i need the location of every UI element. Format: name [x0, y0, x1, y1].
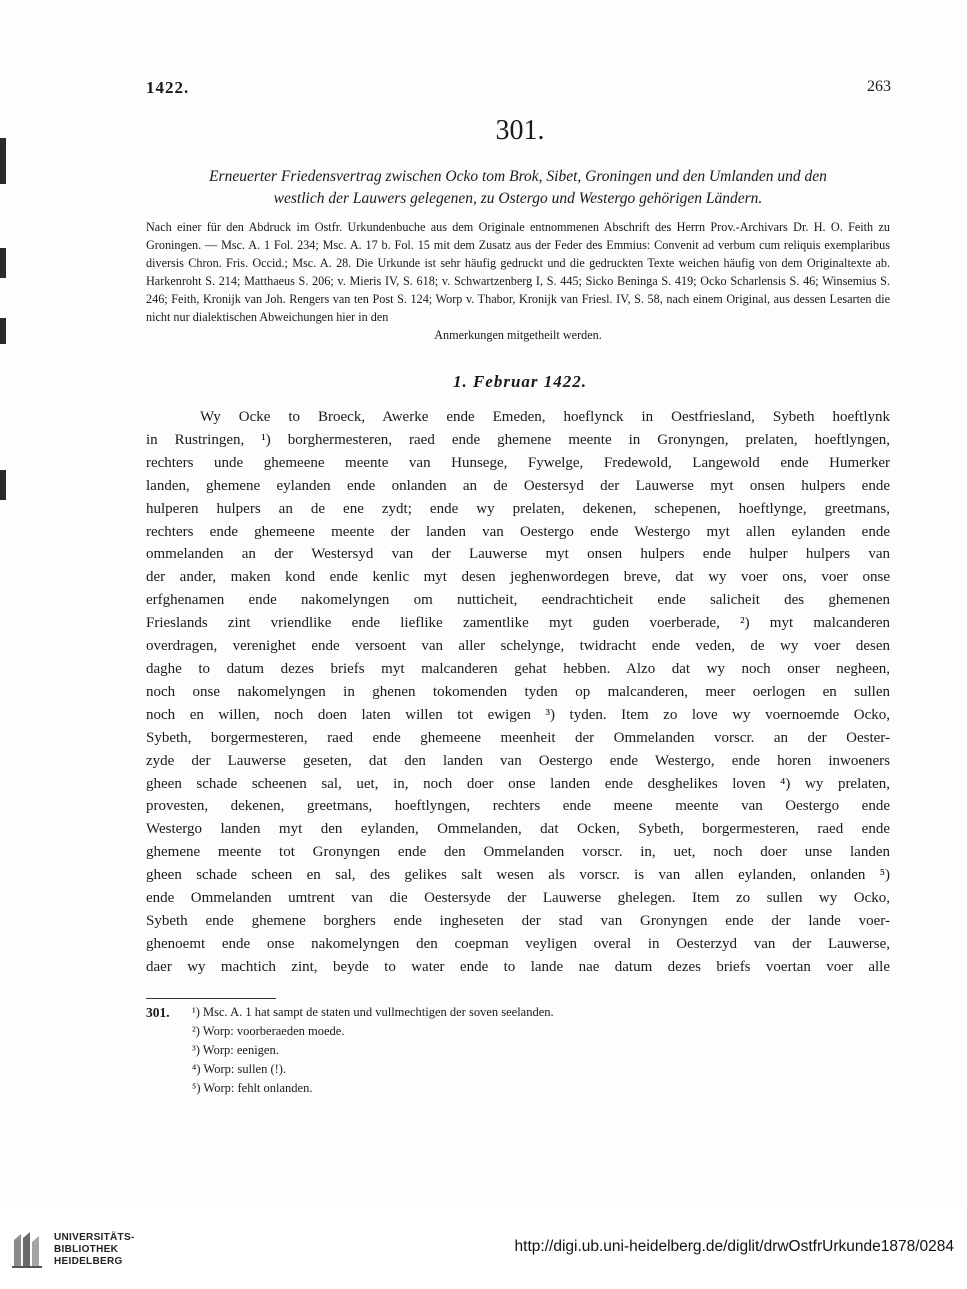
- text-line: Westergo landen myt den eylanden, Ommelanden, dat Ocken, Sybeth, borgermesteren, raed ende: [146, 821, 890, 838]
- title-line: Erneuerter Friedensvertrag zwischen Ocko tom Brok, Sibet, Groningen und den Umlanden und den: [209, 168, 827, 185]
- text-line: noch onse nakomelyngen in ghenen tokomenden tyden op malcanderen, meer oerlogen en sullen: [146, 683, 890, 700]
- charter-text: [146, 406, 890, 979]
- scan-edge-mark: [0, 248, 6, 278]
- text-line: ghemene meente tot Gronyngen ende den Ommelanden vorscr. in, uet, noch doer unse landen: [146, 844, 890, 861]
- source-note-last-line: Anmerkungen mitgetheilt werden.: [434, 328, 602, 342]
- document-title: [146, 166, 890, 210]
- footnote-row: [146, 1022, 890, 1041]
- text-line: Sybeth, borgermesteren, raed ende ghemeene meenheit der Ommelanden vorscr. an der Oester-: [146, 729, 890, 746]
- library-name-line: BIBLIOTHEK: [54, 1244, 119, 1255]
- text-line: ghenoemt ende onse nakomelyngen den coepman veyligen overal in Oesterzyd van der Lauwerse,: [146, 935, 890, 952]
- text-line: overdragen, verenighet ende versoent van aller schelynge, twidracht ende veden, de wy voer desen: [146, 638, 890, 655]
- text-line: Frieslands zint vriendlike ende lieflike zamentlike myt guden voerberade, ²) myt malcanderen: [146, 615, 890, 632]
- scan-edge-mark: [0, 318, 6, 344]
- text-line: ommelanden an der Westersyd van der Lauwerse myt onsen hulpers ende hulper hulpers van: [146, 546, 890, 563]
- text-line: rechters ende ghemeene meente der landen van Oestergo ende Westergo myt allen eylanden ende: [146, 523, 890, 540]
- footnote-row: [146, 1041, 890, 1060]
- footnotes: [146, 1003, 890, 1098]
- date-heading: 1. Februar 1422.: [452, 372, 588, 391]
- page-number: 263: [867, 78, 891, 95]
- text-line: erfghenamen ende nakomelyngen om nutticheit, eendrachticheit ende salicheit des ghemenen: [146, 592, 890, 609]
- footnote-document-label: 301.: [146, 1005, 170, 1020]
- footnote-divider: [146, 998, 276, 999]
- library-logo-icon: [10, 1230, 44, 1270]
- text-line: landen, ghemene eylanden ende onlanden an de Oestersyd der Lauwerse myt onsen hulpers ende: [146, 477, 890, 494]
- text-line: provesten, dekenen, greetmans, hoeftlyngen, rechters ende meene meente van Oestergo ende: [146, 798, 890, 815]
- text-line: der ander, maken kond ende kenlic myt desen jeghenwordegen breve, dat wy voer ons, voer onse: [146, 569, 890, 586]
- text-line: rechters unde ghemeene meente van Hunsege, Fywelge, Fredewold, Langewold ende Humerker: [146, 454, 890, 471]
- text-line: gheen schade scheen en sal, des gelikes salt wesen als vorscr. is van allen eylanden, onlanden ⁵): [146, 867, 890, 884]
- text-line: daghe to datum dezes briefs myt malcanderen gehat hebben. Alzo dat wy noch onser negheen,: [146, 660, 890, 677]
- source-url-link[interactable]: http://digi.ub.uni-heidelberg.de/diglit/drwOstfrUrkunde1878/0284: [514, 1238, 954, 1255]
- source-note-text: Nach einer für den Abdruck im Ostfr. Urkundenbuche aus dem Originale entnommenen Abschrift des Herrn Prov.-Archivars Dr. H. O. Feith zu Groningen. — Msc. A. 1 Fol. 234; Msc. A. 17 b. Fol. 15 mit dem Zusatz aus der Feder des Emmius: Convenit ad verbum cum reliquis exemplaribus diversis Chron. Fris. Occid.; Msc. A. 28. Die Urkunde ist sehr häufig gedruckt und die gedruckten Texte weichen häufig von dem Originaltexte ab. Harkenroht S. 214; Matthaeus S. 206; v. Mieris IV, S. 618; v. Schwartzenberg I, S. 445; Sicko Beninga S. 419; Ocko Scharlensis S. 46; Winsemius S. 246; Feith, Kronijk van Joh. Rengers van ten Post S. 124; Worp v. Thabor, Kronijk van Friesl. IV, S. 58, nach einem Original, aus dessen Lesarten die nicht nur dialektischen Abweichungen hier in den: [146, 220, 890, 324]
- footnote-text: ³) Worp: eenigen.: [192, 1043, 279, 1057]
- running-head: [146, 78, 891, 102]
- footnote-row: [146, 1003, 890, 1022]
- text-line: Wy Ocke to Broeck, Awerke ende Emeden, hoeflynck in Oestfriesland, Sybeth hoeftlynk: [200, 409, 890, 425]
- title-line: westlich der Lauwers gelegenen, zu Ostergo und Westergo gehörigen Ländern.: [273, 190, 763, 207]
- text-line: daer wy machtich zint, beyde to water ende to lande nae datum dezes briefs voertan voer alle: [146, 958, 890, 975]
- library-name: [54, 1232, 135, 1268]
- source-note: [146, 218, 890, 344]
- scan-edge-mark: [0, 470, 6, 500]
- footnote-text: ²) Worp: voorberaeden moede.: [192, 1024, 345, 1038]
- footnote-row: [146, 1079, 890, 1098]
- digitization-footer: [0, 1208, 967, 1289]
- text-line: hulperen hulpers an de ene zydt; ende wy prelaten, dekenen, schepenen, hoeftlynge, greetmans,: [146, 500, 890, 517]
- text-line: in Rustringen, ¹) borghermesteren, raed ende ghemene meente in Gronyngen, prelaten, hoeftlyngen,: [146, 431, 890, 448]
- text-line: gheen schade scheenen sal, uet, in, noch doer onse landen ende desghelikes loven ⁴) wy prelaten,: [146, 775, 890, 792]
- text-line: ende Ommelanden umtrent van die Oestersyde der Lauwerse ghelegen. Item zo sullen wy Ocko,: [146, 890, 890, 907]
- footnote-text: ⁴) Worp: sullen (!).: [192, 1062, 287, 1076]
- running-head-year: 1422.: [146, 78, 190, 97]
- footnote-text: ¹) Msc. A. 1 hat sampt de staten und vullmechtigen der soven seelanden.: [192, 1005, 554, 1019]
- library-name-line: HEIDELBERG: [54, 1256, 123, 1267]
- text-line: zyde der Lauwerse geseten, dat den landen van Oestergo ende Westergo, ende horen inwoeners: [146, 752, 890, 769]
- text-line: Sybeth ende ghemene borghers ende ingheseten der stad van Gronyngen ende der lande voer-: [146, 912, 890, 929]
- document-number: 301.: [495, 115, 545, 146]
- footnote-text: ⁵) Worp: fehlt onlanden.: [192, 1081, 313, 1095]
- text-line: noch en willen, noch doen laten willen tot ewigen ³) tyden. Item zo love wy voernoemde Ocko,: [146, 706, 890, 723]
- library-name-line: UNIVERSITÄTS-: [54, 1232, 135, 1243]
- footnote-row: [146, 1060, 890, 1079]
